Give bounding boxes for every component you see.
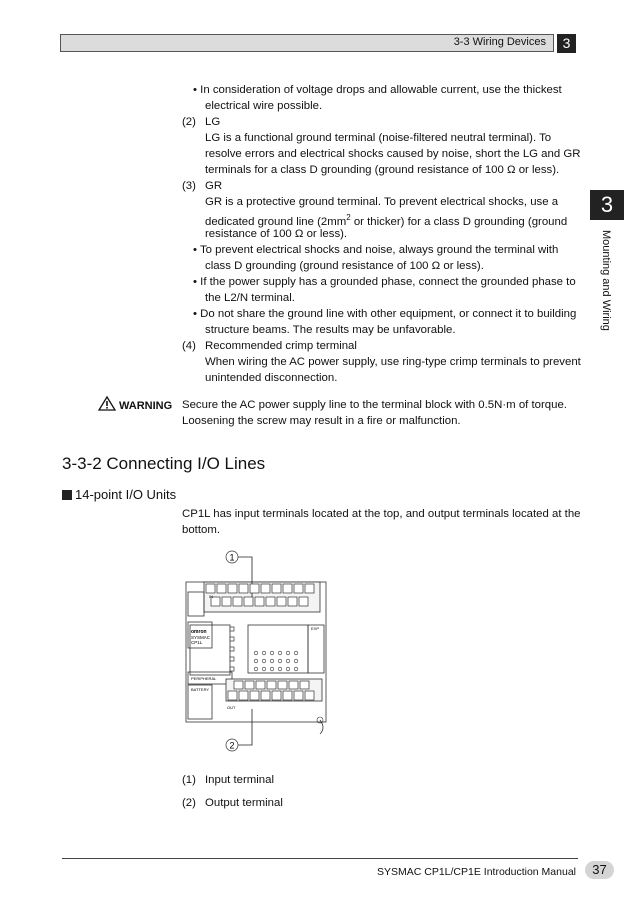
bullet-text: structure beams. The results may be unfavorable. [205,324,456,336]
footer-rule [62,858,578,859]
paragraph-line: terminals for a class D grounding (ground resistance of 100 Ω or less). [205,164,560,176]
cp1l-unit-figure [180,545,340,760]
bullet-text: • To prevent electrical shocks and noise, always ground the terminal with [193,244,559,256]
side-tab-number: 3 [590,190,624,220]
header-chapter-number: 3 [557,34,576,53]
paragraph-line: When wiring the AC power supply, use ring-type crimp terminals to prevent [205,356,581,368]
intro-text: bottom. [182,524,220,536]
caption-text: Output terminal [205,797,283,809]
bullet-text: electrical wire possible. [205,100,323,112]
peripheral-label: PERIPHERAL [191,676,217,681]
square-bullet-icon [62,490,72,500]
model-label-2: CP1L [191,640,203,645]
warning-text: Loosening the screw may result in a fire or malfunction. [182,415,461,427]
paragraph-line: unintended disconnection. [205,372,338,384]
sub-heading: 14-point I/O Units [62,487,176,502]
intro-text: CP1L has input terminals located at the top, and output terminals located at the [182,508,581,520]
paragraph-line: dedicated ground line ($2mm^2$ or thicker) for a class D grounding (ground [205,213,568,228]
caption-number: (1) [182,774,196,786]
callout-1: 1 [229,552,235,563]
brand-label: omron [191,629,207,635]
item-title: Recommended crimp terminal [205,340,357,352]
bullet-text: • In consideration of voltage drops and allowable current, use the thickest [193,84,562,96]
item-title: GR [205,180,223,192]
model-label-1: SYSMAC [191,635,211,640]
section-heading: 3-3-2 Connecting I/O Lines [62,454,266,473]
bullet-text: • If the power supply has a grounded phase, connect the grounded phase to [193,276,576,288]
footer-manual-title: SYSMAC CP1L/CP1E Introduction Manual [376,866,576,878]
page-number: 37 [585,861,614,879]
warning-label: WARNING [98,396,172,414]
warning-icon [98,396,116,414]
paragraph-line: resistance of 100 Ω or less). [205,228,348,240]
side-tab-label: Mounting and Wiring [600,230,612,331]
caption-text: Input terminal [205,774,275,786]
item-number: (4) [182,340,196,352]
paragraph-line: LG is a functional ground terminal (noise-filtered neutral terminal). To [205,132,552,144]
header-section-title: 3-3 Wiring Devices [453,36,546,48]
in-label: IN [209,594,213,599]
bullet-text: the L2/N terminal. [205,292,295,304]
item-title: LG [205,116,221,128]
item-number: (2) [182,116,196,128]
out-label: OUT [227,705,236,710]
item-number: (3) [182,180,196,192]
callout-2: 2 [229,740,235,751]
bullet-text: • Do not share the ground line with other equipment, or connect it to building [193,308,577,320]
battery-label: BATTERY [191,687,210,692]
paragraph-line: GR is a protective ground terminal. To prevent electrical shocks, use a [205,196,559,208]
exp-label: EXP [311,626,320,631]
caption-number: (2) [182,797,196,809]
bullet-text: class D grounding (ground resistance of 100 Ω or less). [205,260,484,272]
warning-text: Secure the AC power supply line to the terminal block with 0.5N·m of torque. [182,399,567,411]
paragraph-line: resolve errors and electrical shocks caused by noise, short the LG and GR [205,148,581,160]
